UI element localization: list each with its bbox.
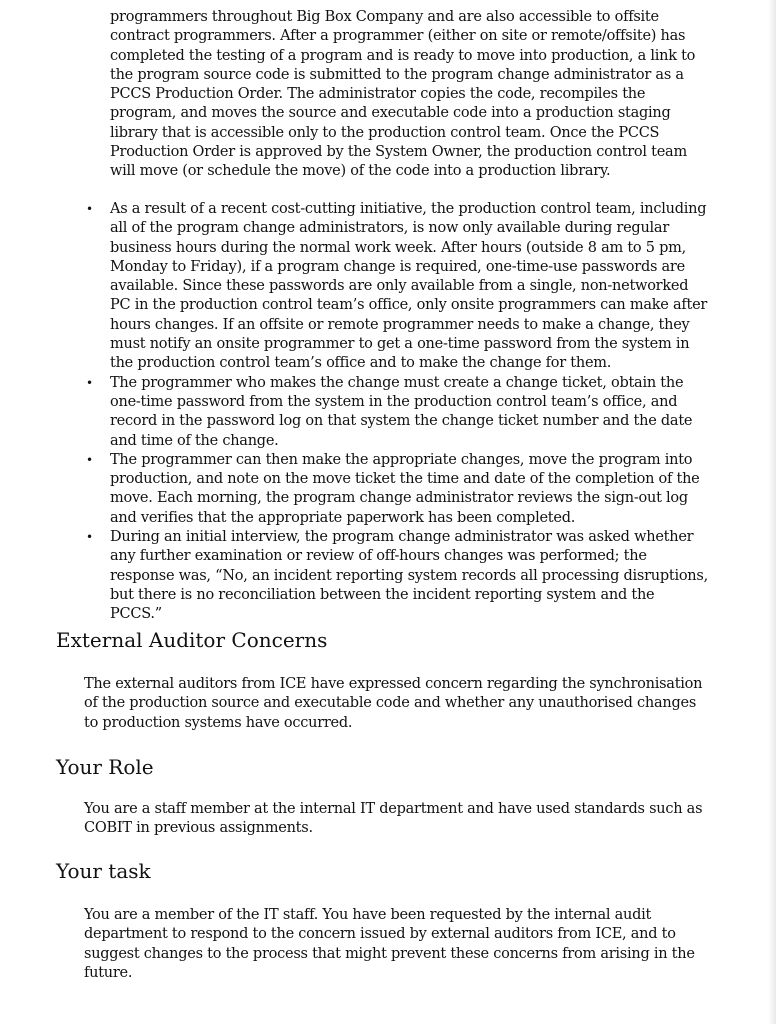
intro-paragraph: programmers throughout Big Box Company and are also accessible to offsite contract programmers. After a programmer (either on site or remote/offsite) has completed the testing of a program and is ready to move into production, a link to the program source code is submitted to the program change administrator as a PCCS Production Order. The administrator copies the code, recompiles the program, and moves the source and executable code into a production staging library that is accessible only to the production control team. Once the PCCS Production Order is approved by the System Owner, the production control team will move (or schedule the move) of the code into a production library. xyxy=(110,9,696,180)
bullet-text: As a result of a recent cost-cutting initiative, the production control team, including all of the program change administrators, is now only available during regular business hours during the normal work week. After hours (outside 8 am to 5 pm, Monday to Friday), if a program change is required, one-time-use passwords are available. Since these passwords are only available from a single, non-networked PC in the production control team’s office, only onsite programmers can make after hours changes. If an offsite or remote programmer needs to make a change, they must notify an onsite programmer to get a one-time password from the system in the production control team’s office and to make the change for them. xyxy=(110,201,708,372)
bullet-icon: • xyxy=(86,530,93,545)
bullet-item xyxy=(84,451,708,528)
bullet-text: During an initial interview, the program change administrator was asked whether any further examination or review of off-hours changes was performed; the response was, “No, an incident reporting system records all processing disruptions, but there is no reconciliation between the incident reporting system and the PCCS.” xyxy=(110,529,708,623)
bullet-icon: • xyxy=(86,202,93,216)
your-role-paragraph: You are a staff member at the internal IT department and have used standards such as COBIT in previous assignments. xyxy=(84,801,703,837)
bullet-item xyxy=(84,200,708,374)
page-edge xyxy=(768,0,776,1024)
bullet-list xyxy=(84,200,708,625)
bullet-icon: • xyxy=(86,452,93,467)
bullet-item xyxy=(84,374,708,451)
bullet-item xyxy=(84,528,708,624)
bullet-text: The programmer who makes the change must create a change ticket, obtain the one-time password from the system in the production control team’s office, and record in the password log on that system the change ticket number and the date and time of the change. xyxy=(110,374,693,449)
heading-your-task: Your task xyxy=(56,859,151,883)
external-auditor-paragraph: The external auditors from ICE have expressed concern regarding the synchronisation of the production source and executable code and whether any unauthorised changes to production systems have occurred. xyxy=(84,676,703,731)
your-task-paragraph: You are a member of the IT staff. You have been requested by the internal audit department to respond to the concern issued by external auditors from ICE, and to suggest changes to the process that might prevent these concerns from arising in the future. xyxy=(84,907,695,981)
bullet-text: The programmer can then make the appropriate changes, move the program into production, and note on the move ticket the time and date of the completion of the move. Each morning, the program change administrator reviews the sign-out log and verifies that the appropriate paperwork has been completed. xyxy=(110,451,700,526)
heading-external-auditor-concerns: External Auditor Concerns xyxy=(56,628,328,652)
heading-your-role: Your Role xyxy=(56,755,154,779)
bullet-icon: • xyxy=(86,375,93,390)
